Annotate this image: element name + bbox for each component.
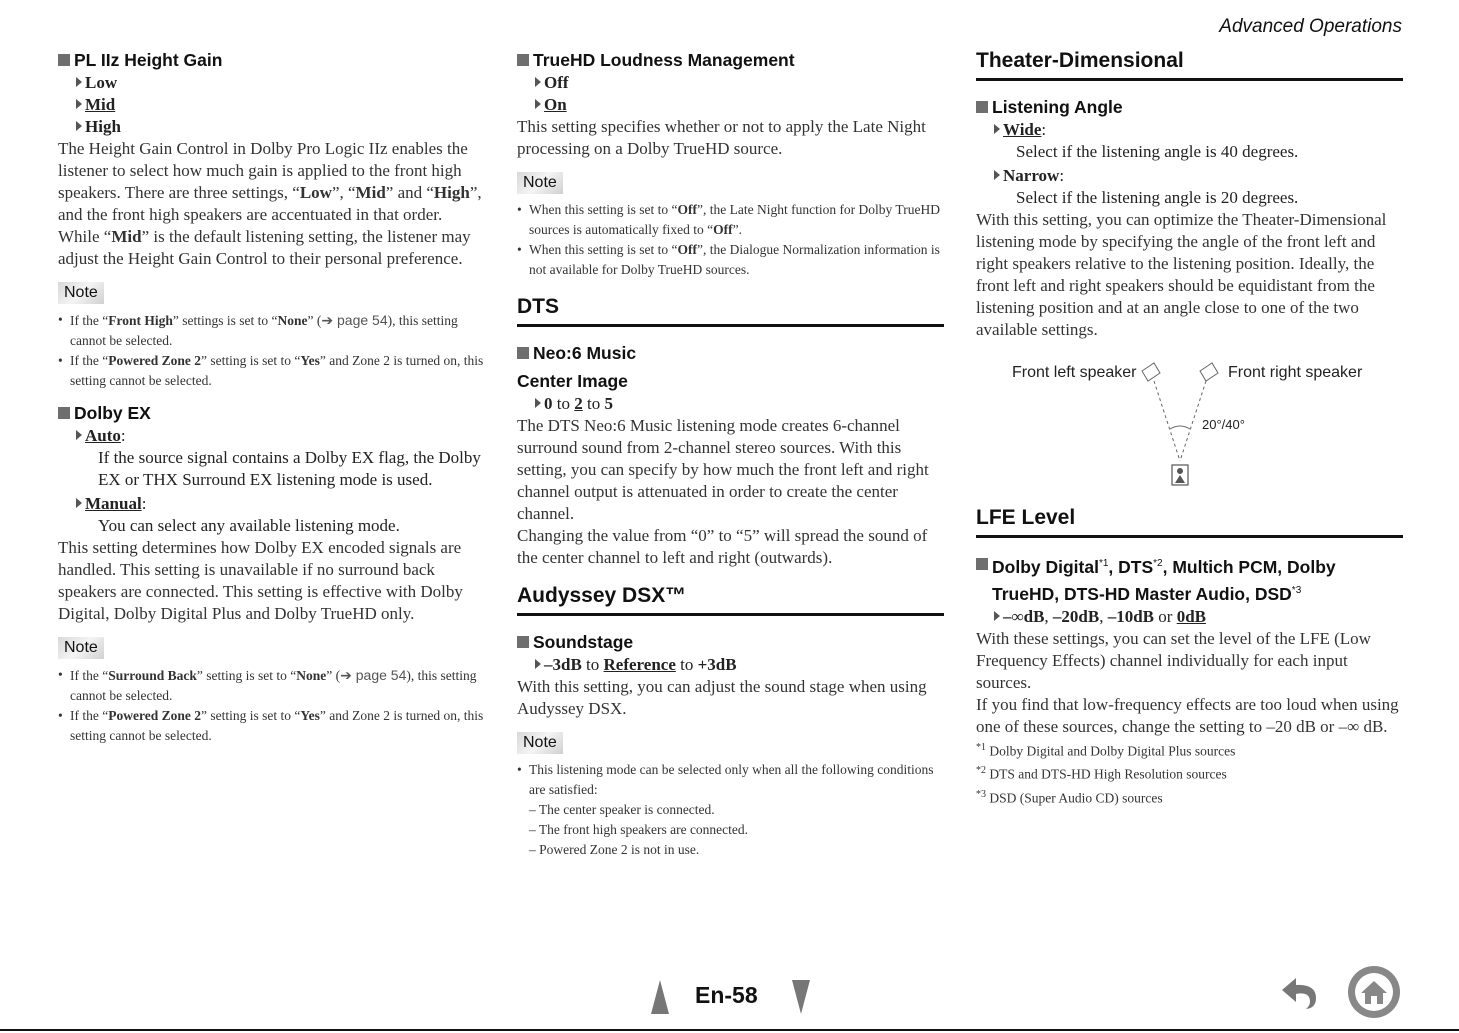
note-item: • This listening mode can be selected only when all the following conditions are satisfied:: [517, 762, 934, 797]
neo6-description-2: Changing the value from “0” to “5” will spread the sound of the center channel to left and right (outwards).: [517, 526, 928, 567]
note-item: • If the “Front High” settings is set to “None” (➔ page 54), this setting cannot be selected.: [58, 312, 458, 348]
listening-angle-description: With this setting, you can optimize the Theater-Dimensional listening mode by specifying the angle of the front left and right speakers relative to the listening position. Ideally, the front left and right speakers should be equidistant from the listening position and at an angle close to one of the two available settings.: [976, 210, 1387, 339]
triangle-icon: [994, 124, 1000, 134]
note-item: • If the “Powered Zone 2” setting is set to “Yes” and Zone 2 is turned on, this setting cannot be selected.: [58, 708, 484, 743]
square-bullet-icon: [976, 558, 988, 570]
lfe-description-2: If you find that low-frequency effects are too loud when using one of these sources, change the setting to –20 dB or –∞ dB.: [976, 694, 1399, 736]
center-image-range: 0 to 2 to 5: [535, 393, 944, 415]
note-badge: Note: [517, 172, 563, 194]
dolby-ex-description: This setting determines how Dolby EX encoded signals are handled. This setting is unavailable if no surround back speakers are connected. This setting is effective with Dolby Digital, Dolby Digital Plus and Dolby TrueHD only.: [58, 538, 463, 623]
note-item: • If the “Powered Zone 2” setting is set to “Yes” and Zone 2 is turned on, this setting cannot be selected.: [58, 353, 484, 388]
listener-icon: [1172, 465, 1188, 485]
footer-nav: [650, 978, 820, 1018]
audyssey-dsx-heading: Audyssey DSX™: [517, 583, 944, 616]
square-bullet-icon: [58, 407, 70, 419]
option-narrow: Narrow:: [994, 165, 1403, 187]
dolby-ex-heading: Dolby EX: [58, 401, 484, 425]
left-speaker-icon: [1142, 363, 1160, 381]
option-mid: Mid: [76, 94, 484, 116]
note-item: • When this setting is set to “Off”, the Dialogue Normalization information is not available for Dolby TrueHD sources.: [517, 242, 940, 277]
footnote-1: $^{*1}$ Dolby Digital and Dolby Digital Plus sources: [976, 741, 1236, 759]
section-label: Advanced Operations: [1219, 16, 1402, 37]
footnote-3: $^{*3}$ DSD (Super Audio CD) sources: [976, 788, 1163, 806]
center-image-heading: Center Image: [517, 371, 628, 391]
square-bullet-icon: [976, 101, 988, 113]
square-bullet-icon: [517, 636, 529, 648]
option-low: Low: [76, 72, 484, 94]
auto-description: If the source signal contains a Dolby EX flag, the Dolby EX or THX Surround EX listening mode is used.: [98, 448, 481, 489]
option-auto: Auto:: [76, 425, 484, 447]
option-on: On: [535, 94, 944, 116]
soundstage-description: With this setting, you can adjust the sound stage when using Audyssey DSX.: [517, 677, 927, 718]
column-2: [517, 48, 944, 860]
triangle-icon: [76, 99, 82, 109]
triangle-icon: [535, 398, 541, 408]
note-item: • If the “Surround Back” setting is set to “None” (➔ page 54), this setting cannot be selected.: [58, 667, 477, 703]
note-list-4: [517, 760, 944, 860]
note-list-1: [58, 310, 484, 391]
note-badge: Note: [58, 282, 104, 304]
column-3: [976, 48, 1403, 808]
triangle-icon: [76, 121, 82, 131]
narrow-description: Select if the listening angle is 20 degrees.: [1016, 188, 1299, 207]
angle-label: 20°/40°: [1202, 417, 1245, 432]
option-manual: Manual:: [76, 493, 484, 515]
triangle-icon: [994, 170, 1000, 180]
column-1: [58, 48, 484, 746]
note-list-3: [517, 200, 944, 280]
home-icon[interactable]: [1346, 964, 1402, 1020]
triangle-icon: [76, 77, 82, 87]
dts-heading: DTS: [517, 294, 944, 327]
note-item: • When this setting is set to “Off”, the Late Night function for Dolby TrueHD sources is automatically fixed to “Off”.: [517, 202, 940, 237]
triangle-icon: [994, 611, 1000, 621]
lfe-description: With these settings, you can set the level of the LFE (Low Frequency Effects) channel individually for each input sources.: [976, 628, 1371, 692]
note-sub-item: – Powered Zone 2 is not in use.: [529, 842, 700, 857]
note-badge: Note: [58, 637, 104, 659]
soundstage-heading: Soundstage: [517, 630, 944, 654]
front-right-speaker-label: Front right speaker: [1228, 364, 1363, 381]
page-link[interactable]: ➔ page 54: [340, 667, 407, 683]
option-off: Off: [535, 72, 944, 94]
truehd-heading: TrueHD Loudness Management: [517, 48, 944, 72]
listening-angle-diagram: [976, 351, 1403, 501]
page-link[interactable]: ➔ page 54: [321, 312, 388, 328]
triangle-icon: [535, 99, 541, 109]
square-bullet-icon: [517, 347, 529, 359]
page-number: En-58: [695, 982, 758, 1008]
theater-dimensional-heading: Theater-Dimensional: [976, 48, 1403, 81]
wide-description: Select if the listening angle is 40 degrees.: [1016, 142, 1299, 161]
triangle-icon: [76, 498, 82, 508]
note-sub-item: – The center speaker is connected.: [529, 802, 715, 817]
right-speaker-icon: [1200, 363, 1218, 381]
option-high: High: [76, 116, 484, 138]
triangle-icon: [535, 77, 541, 87]
square-bullet-icon: [58, 54, 70, 66]
triangle-icon: [535, 659, 541, 669]
pl-description: The Height Gain Control in Dolby Pro Logic IIz enables the listener to select how much gain is applied to the front high speakers. There are three settings, “Low”, “Mid” and “High”, and the front high speakers are accentuated in that order. While “Mid” is the default listening setting, the listener may adjust the Height Gain Control to their personal preference.: [58, 139, 482, 268]
listening-angle-heading: Listening Angle: [976, 95, 1403, 119]
soundstage-range: –3dB to Reference to +3dB: [535, 654, 944, 676]
option-wide: Wide:: [994, 119, 1403, 141]
pl-height-gain-heading: PL IIz Height Gain: [58, 48, 484, 72]
lfe-sources-heading: Dolby Digital$^{*1}$, DTS$^{*2}$, Multich PCM, Dolby TrueHD, DTS-HD Master Audio, DSD$^{*3}$: [976, 552, 1403, 606]
manual-description: You can select any available listening mode.: [98, 516, 400, 535]
note-sub-item: – The front high speakers are connected.: [529, 822, 749, 837]
lfe-options: –∞dB, –20dB, –10dB or 0dB: [994, 606, 1403, 628]
neo6-description: The DTS Neo:6 Music listening mode creates 6-channel surround sound from 2-channel stereo sources. With this setting, you can specify by how much the front left and right channel output is attenuated in order to create the center channel.: [517, 416, 929, 523]
bottom-rule: [0, 1029, 1459, 1031]
truehd-description: This setting specifies whether or not to apply the Late Night processing on a Dolby TrueHD source.: [517, 117, 926, 158]
previous-page-icon[interactable]: [650, 978, 670, 1016]
footnote-2: $^{*2}$ DTS and DTS-HD High Resolution sources: [976, 765, 1227, 782]
back-arrow-icon[interactable]: [1276, 976, 1322, 1010]
lfe-level-heading: LFE Level: [976, 505, 1403, 538]
front-left-speaker-label: Front left speaker: [1012, 364, 1137, 381]
note-list-2: [58, 665, 484, 746]
square-bullet-icon: [517, 54, 529, 66]
note-badge: Note: [517, 732, 563, 754]
neo6-heading: Neo:6 Music: [517, 341, 944, 365]
triangle-icon: [76, 430, 82, 440]
next-page-icon[interactable]: [791, 978, 811, 1016]
